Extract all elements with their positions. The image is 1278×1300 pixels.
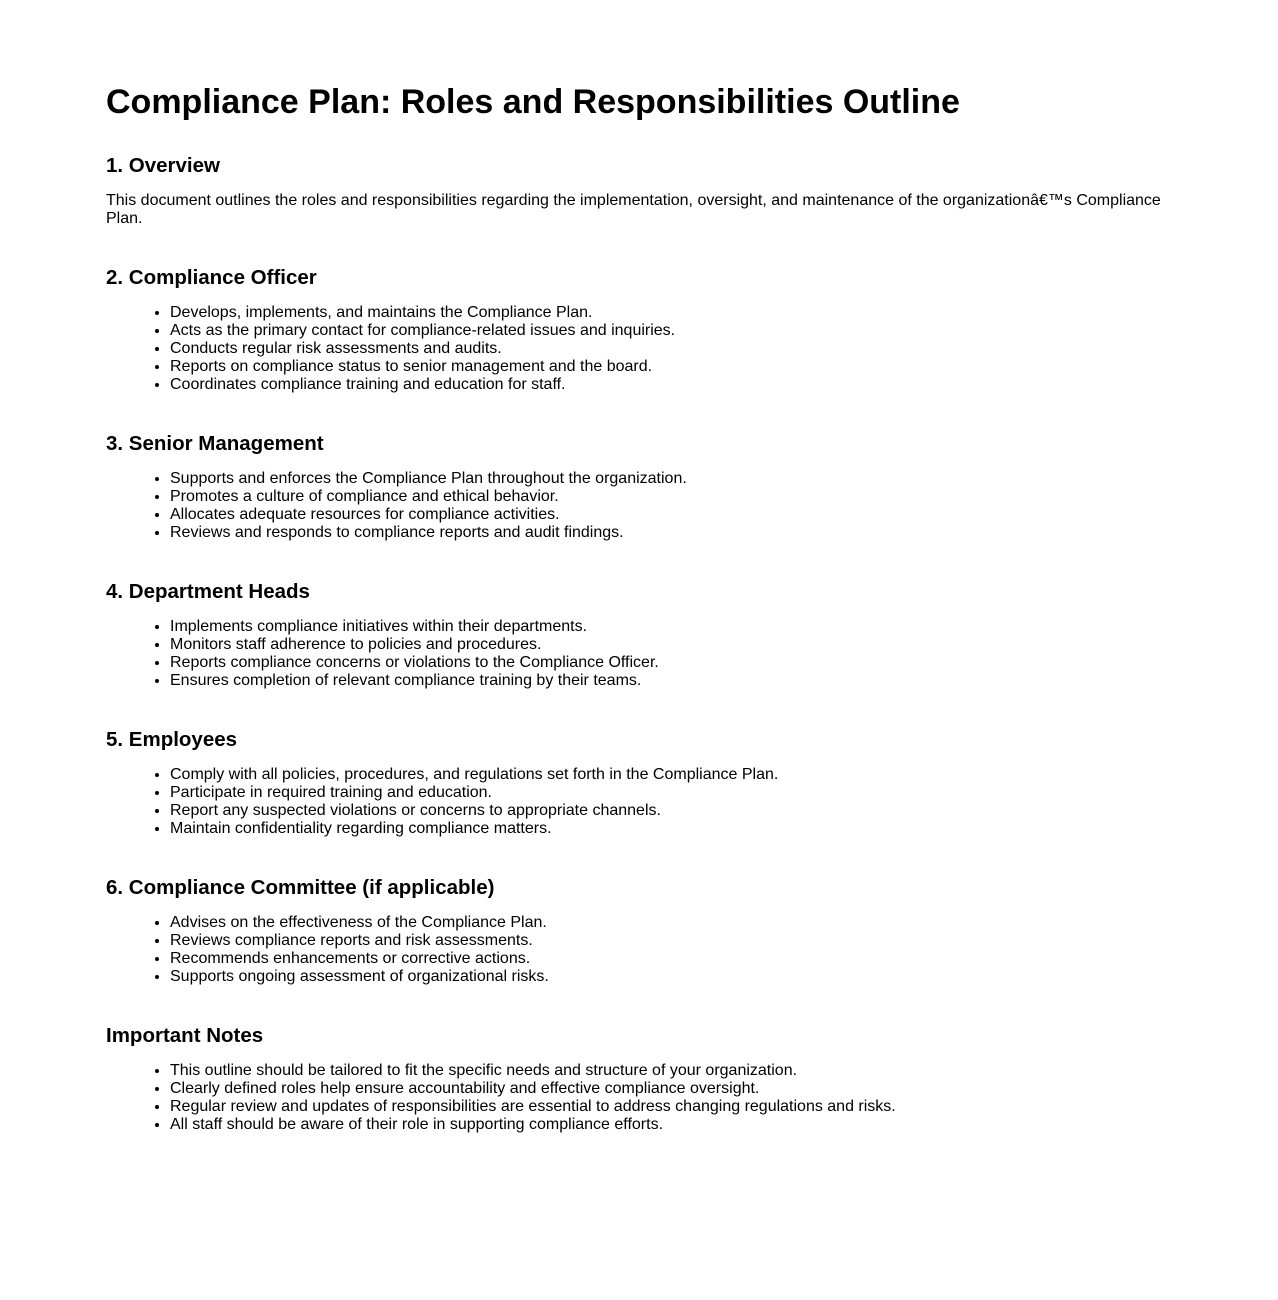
section-important-notes [106, 1024, 1172, 1134]
list-item: • Advises on the effectiveness of the Compliance Plan. [170, 914, 1172, 932]
list-item: • Reviews and responds to compliance reports and audit findings. [170, 524, 1172, 542]
list-item: • Report any suspected violations or concerns to appropriate channels. [170, 802, 1172, 820]
section-heading: 3. Senior Management [106, 432, 324, 455]
list-item: • Supports and enforces the Compliance Plan throughout the organization. [170, 470, 1172, 488]
list-item: • Reviews compliance reports and risk assessments. [170, 932, 1172, 950]
bullet-list [106, 914, 1172, 986]
list-item: • Participate in required training and education. [170, 784, 1172, 802]
section-heading: 4. Department Heads [106, 580, 310, 603]
section-heading: 2. Compliance Officer [106, 266, 317, 289]
list-item: • Monitors staff adherence to policies and procedures. [170, 636, 1172, 654]
list-item: • Coordinates compliance training and education for staff. [170, 376, 1172, 394]
section-heading: 5. Employees [106, 728, 238, 751]
list-item: • This outline should be tailored to fit the specific needs and structure of your organization. [170, 1062, 1172, 1080]
list-item: • Allocates adequate resources for compliance activities. [170, 506, 1172, 524]
section-department-heads [106, 580, 1172, 690]
section-compliance-committee [106, 876, 1172, 986]
list-item: • Develops, implements, and maintains the Compliance Plan. [170, 304, 1172, 322]
section-heading: Important Notes [106, 1024, 264, 1047]
list-item: • Clearly defined roles help ensure accountability and effective compliance oversight. [170, 1080, 1172, 1098]
list-item: • Reports compliance concerns or violations to the Compliance Officer. [170, 654, 1172, 672]
bullet-list [106, 1062, 1172, 1134]
list-item: • Recommends enhancements or corrective actions. [170, 950, 1172, 968]
list-item: • Reports on compliance status to senior management and the board. [170, 358, 1172, 376]
page-title: Compliance Plan: Roles and Responsibilities Outline [106, 83, 960, 121]
list-item: • Comply with all policies, procedures, and regulations set forth in the Compliance Plan. [170, 766, 1172, 784]
bullet-list [106, 766, 1172, 838]
section-heading: 1. Overview [106, 154, 220, 177]
list-item: • Supports ongoing assessment of organizational risks. [170, 968, 1172, 986]
section-compliance-officer [106, 266, 1172, 394]
bullet-list [106, 618, 1172, 690]
bullet-list [106, 304, 1172, 394]
overview-text: This document outlines the roles and responsibilities regarding the implementation, oversight, and maintenance of the organizationâ€™s Compliance Plan. [106, 192, 1161, 227]
list-item: • Acts as the primary contact for compliance-related issues and inquiries. [170, 322, 1172, 340]
section-heading: 6. Compliance Committee (if applicable) [106, 876, 495, 899]
list-item: • All staff should be aware of their role in supporting compliance efforts. [170, 1116, 1172, 1134]
list-item: • Promotes a culture of compliance and ethical behavior. [170, 488, 1172, 506]
list-item: • Maintain confidentiality regarding compliance matters. [170, 820, 1172, 838]
bullet-list [106, 470, 1172, 542]
section-senior-management [106, 432, 1172, 542]
section-employees [106, 728, 1172, 838]
list-item: • Ensures completion of relevant compliance training by their teams. [170, 672, 1172, 690]
list-item: • Regular review and updates of responsibilities are essential to address changing regulations and risks. [170, 1098, 1172, 1116]
section-overview [106, 154, 1172, 228]
list-item: • Implements compliance initiatives within their departments. [170, 618, 1172, 636]
list-item: • Conducts regular risk assessments and audits. [170, 340, 1172, 358]
